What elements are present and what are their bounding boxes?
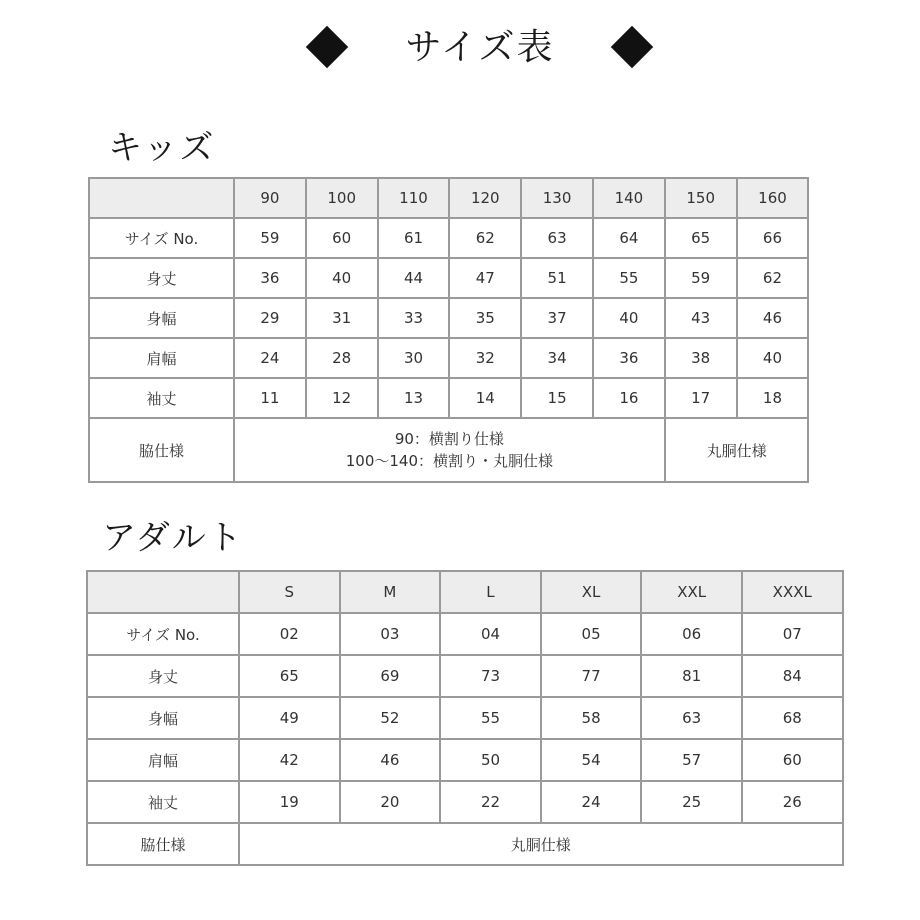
table-cell: 46 (737, 298, 809, 338)
side-spec-line-2: 100〜140：横割り・丸胴仕様 (345, 452, 554, 470)
table-cell: 42 (239, 739, 340, 781)
table-cell: 40 (306, 258, 378, 298)
table-cell: 28 (306, 338, 378, 378)
table-row (87, 823, 843, 865)
column-header: M (340, 571, 441, 613)
table-cell: 07 (742, 613, 843, 655)
diamond-icon (611, 26, 653, 68)
table-cell: 69 (340, 655, 441, 697)
table-cell: 26 (742, 781, 843, 823)
table-cell: 54 (541, 739, 642, 781)
table-row (89, 378, 808, 418)
table-row (87, 697, 843, 739)
column-header: XXL (641, 571, 742, 613)
table-corner-cell (87, 571, 239, 613)
table-cell: 20 (340, 781, 441, 823)
table-row (89, 258, 808, 298)
table-cell: 73 (440, 655, 541, 697)
table-cell: 63 (521, 218, 593, 258)
table-cell: 58 (541, 697, 642, 739)
diamond-icon (306, 26, 348, 68)
table-cell: 40 (593, 298, 665, 338)
table-cell: 04 (440, 613, 541, 655)
column-header: S (239, 571, 340, 613)
table-cell: 17 (665, 378, 737, 418)
column-header: 160 (737, 178, 809, 218)
table-header-row (87, 571, 843, 613)
column-header: 150 (665, 178, 737, 218)
table-cell: 49 (239, 697, 340, 739)
table-cell: 35 (449, 298, 521, 338)
table-cell: 24 (234, 338, 306, 378)
row-label: サイズ No. (89, 218, 234, 258)
row-label: 袖丈 (89, 378, 234, 418)
table-cell: 14 (449, 378, 521, 418)
table-cell: 43 (665, 298, 737, 338)
kids-size-table (88, 177, 809, 483)
table-cell: 33 (378, 298, 450, 338)
table-row (89, 338, 808, 378)
column-header: 120 (449, 178, 521, 218)
side-spec-note: 丸胴仕様 (239, 823, 843, 865)
column-header: 100 (306, 178, 378, 218)
table-cell: 65 (665, 218, 737, 258)
table-cell: 55 (440, 697, 541, 739)
table-cell: 68 (742, 697, 843, 739)
column-header: XL (541, 571, 642, 613)
table-row (87, 781, 843, 823)
table-cell: 06 (641, 613, 742, 655)
row-label: 身幅 (87, 697, 239, 739)
table-cell: 02 (239, 613, 340, 655)
side-spec-line-1: 90：横割り仕様 (394, 430, 504, 448)
table-cell: 12 (306, 378, 378, 418)
table-cell: 05 (541, 613, 642, 655)
page-title: サイズ表 (405, 27, 555, 68)
row-label: 身幅 (89, 298, 234, 338)
table-cell: 62 (737, 258, 809, 298)
column-header: 140 (593, 178, 665, 218)
table-cell: 22 (440, 781, 541, 823)
table-cell: 40 (737, 338, 809, 378)
table-cell: 29 (234, 298, 306, 338)
table-row (87, 739, 843, 781)
table-cell: 47 (449, 258, 521, 298)
column-header: XXXL (742, 571, 843, 613)
table-cell: 57 (641, 739, 742, 781)
table-row (87, 655, 843, 697)
table-cell: 18 (737, 378, 809, 418)
table-row (89, 418, 808, 482)
table-cell: 62 (449, 218, 521, 258)
table-cell: 36 (593, 338, 665, 378)
table-row (89, 218, 808, 258)
table-row (87, 613, 843, 655)
row-label: 身丈 (87, 655, 239, 697)
column-header: L (440, 571, 541, 613)
column-header: 130 (521, 178, 593, 218)
side-spec-note-right: 丸胴仕様 (665, 418, 809, 482)
adult-size-table (86, 570, 844, 866)
column-header: 90 (234, 178, 306, 218)
table-cell: 59 (234, 218, 306, 258)
row-label: 肩幅 (89, 338, 234, 378)
table-cell: 46 (340, 739, 441, 781)
kids-heading: キッズ (108, 128, 216, 168)
table-cell: 65 (239, 655, 340, 697)
table-cell: 51 (521, 258, 593, 298)
row-label: 身丈 (89, 258, 234, 298)
table-cell: 03 (340, 613, 441, 655)
table-row (89, 298, 808, 338)
table-cell: 11 (234, 378, 306, 418)
table-corner-cell (89, 178, 234, 218)
table-cell: 77 (541, 655, 642, 697)
table-cell: 66 (737, 218, 809, 258)
table-cell: 24 (541, 781, 642, 823)
table-cell: 32 (449, 338, 521, 378)
table-cell: 50 (440, 739, 541, 781)
table-cell: 59 (665, 258, 737, 298)
table-cell: 84 (742, 655, 843, 697)
table-header-row (89, 178, 808, 218)
table-cell: 36 (234, 258, 306, 298)
column-header: 110 (378, 178, 450, 218)
table-cell: 60 (742, 739, 843, 781)
table-cell: 61 (378, 218, 450, 258)
title-row (0, 22, 920, 78)
table-cell: 16 (593, 378, 665, 418)
row-label: 脇仕様 (87, 823, 239, 865)
table-cell: 63 (641, 697, 742, 739)
table-cell: 25 (641, 781, 742, 823)
row-label: 袖丈 (87, 781, 239, 823)
table-cell: 13 (378, 378, 450, 418)
table-cell: 44 (378, 258, 450, 298)
table-cell: 38 (665, 338, 737, 378)
table-cell: 37 (521, 298, 593, 338)
side-spec-note (234, 418, 665, 482)
row-label: 肩幅 (87, 739, 239, 781)
row-label: サイズ No. (87, 613, 239, 655)
row-label: 脇仕様 (89, 418, 234, 482)
table-cell: 81 (641, 655, 742, 697)
table-cell: 55 (593, 258, 665, 298)
table-cell: 15 (521, 378, 593, 418)
table-cell: 31 (306, 298, 378, 338)
table-cell: 30 (378, 338, 450, 378)
table-cell: 34 (521, 338, 593, 378)
table-cell: 64 (593, 218, 665, 258)
table-cell: 19 (239, 781, 340, 823)
table-cell: 60 (306, 218, 378, 258)
table-cell: 52 (340, 697, 441, 739)
adult-heading: アダルト (102, 518, 244, 558)
